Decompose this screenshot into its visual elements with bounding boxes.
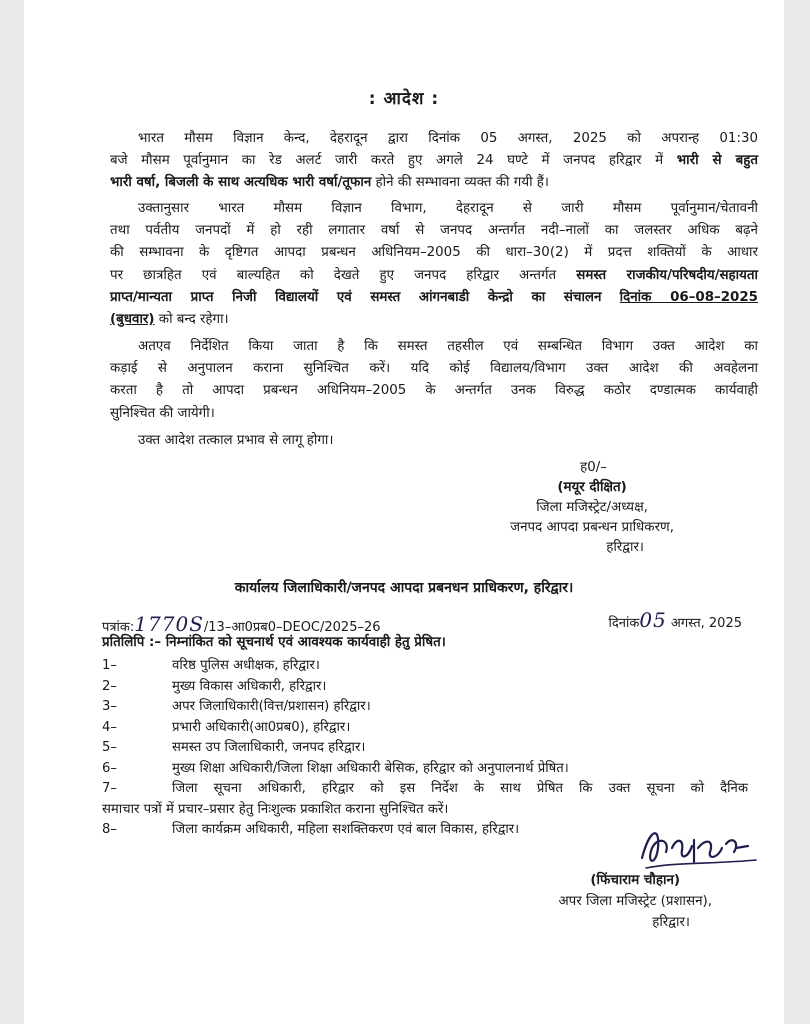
para2-bold-1: समस्त राजकीय/परिषदीय/सहायता [576, 267, 758, 283]
list-item-text: मुख्य विकास अधिकारी, हरिद्वार। [172, 678, 327, 694]
para2-bold-2: प्राप्त/मान्यता प्राप्त निजी विद्यालयों एवं समस्त आंगनबाडी केन्द्रो का संचालन [110, 289, 602, 305]
order-title: : आदेश : [368, 89, 440, 109]
para2-line-4-text: पर छात्रहित एवं बाल्यहित को देखते हुए जनपद हरिद्वार अन्तर्गत [110, 267, 557, 283]
list-item-number: 6– [102, 760, 117, 776]
para2-line-3: की सम्भावना के दृष्टिगत आपदा प्रबन्धन अधिनियम–2005 की धारा–30(2) में प्रदत्त शक्तियों के आधार [110, 245, 758, 261]
letter-date [608, 608, 742, 632]
sd-mark: ह0/– [580, 460, 607, 475]
para1-bold-2: भारी वर्षा, बिजली के साथ अत्यधिक भारी वर्षा/तूफान [110, 175, 372, 191]
para1-line-2-text: बजे मौसम पूर्वानुमान का रेड अलर्ट जारी करते हुए अगले 24 घण्टे में जनपद हरिद्वार में [110, 153, 664, 169]
list-item [102, 697, 748, 718]
list-item-number: 4– [102, 719, 117, 735]
viewer-right-edge [784, 0, 810, 1024]
date-handwritten: 05 [639, 608, 667, 632]
list-item-text: प्रभारी अधिकारी(आ0प्रब0), हरिद्वार। [172, 719, 351, 735]
handwritten-signature-icon [636, 818, 766, 878]
signatory-block-1 [510, 458, 674, 558]
list-item-text: समस्त उप जिलाधिकारी, जनपद हरिद्वार। [172, 740, 366, 755]
signatory2-designation: अपर जिला मजिस्ट्रेट (प्रशासन), [558, 894, 712, 909]
para1-bold-1: भारी से बहुत [676, 153, 758, 169]
copy-list [102, 656, 748, 841]
para3-line-2: कड़ाई से अनुपालन कराना सुनिश्चित करें। यदि कोई विद्यालय/विभाग उक्त आदेश की अवहेलना [110, 361, 758, 377]
para1-line-3 [110, 172, 758, 194]
letter-number-suffix: /13–आ0प्रब0–DEOC/2025–26 [203, 620, 381, 635]
signatory1-name: (मयूर दीक्षित) [557, 480, 627, 495]
para3-line-3: करता है तो आपदा प्रबन्धन अधिनियम–2005 के अन्तर्गत उनक विरुद्ध कठोर दण्डात्मक कार्यवाही [110, 383, 758, 399]
list-item [102, 656, 748, 677]
list-item-text-line-1: जिला सूचना अधिकारी, हरिद्वार को इस निर्देश के साथ प्रेषित कि उक्त सूचना को दैनिक [172, 781, 748, 796]
list-item [102, 718, 748, 739]
letter-number-handwritten: 1770S [134, 612, 204, 636]
list-item-number: 7– [102, 781, 117, 796]
signatory1-designation-1: जिला मजिस्ट्रेट/अध्यक्ष, [536, 500, 648, 515]
signatory2-name: (फिंचाराम चौहान) [590, 873, 681, 888]
list-item [102, 738, 748, 759]
list-item-number: 2– [102, 678, 117, 694]
signatory-block-2 [558, 870, 712, 933]
document-page [24, 0, 784, 1024]
signatory1-place: हरिद्वार। [606, 540, 644, 555]
para2-line-2: तथा पर्वतीय जनपदों में हो रही लगातार वर्षा से जनपद अन्तर्गत नदी–नालों का जलस्तर अधिक बढ़ने [110, 223, 758, 239]
list-item-number: 5– [102, 740, 117, 755]
list-item-text [102, 779, 748, 820]
signatory1-designation-2: जनपद आपदा प्रबन्धन प्राधिकरण, [510, 520, 674, 535]
para2-line-6-text: को बन्द रहेगा। [158, 312, 229, 328]
para3-line-4: सुनिश्चित की जायेगी। [110, 405, 215, 421]
para2-date-underlined: दिनांक 06–08–2025 [619, 289, 758, 305]
para1-line-1: भारत मौसम विज्ञान केन्द, देहरादून द्वारा दिनांक 05 अगस्त, 2025 को अपरान्ह 01:30 [138, 131, 758, 146]
signatory2-place: हरिद्वार। [652, 915, 690, 930]
viewer-left-edge [0, 0, 24, 1024]
para1-line-2 [110, 150, 758, 172]
list-item-number: 1– [102, 658, 117, 673]
para2-line-1: उक्तानुसार भारत मौसम विज्ञान विभाग, देहरादून से जारी मौसम पूर्वानुमान/चेतावनी [138, 201, 758, 216]
para2-day-underlined: (बुधवार) [110, 312, 155, 328]
list-item-number: 8– [102, 822, 117, 837]
list-item-text: वरिष्ठ पुलिस अधीक्षक, हरिद्वार। [172, 658, 320, 673]
date-prefix: दिनांक [608, 616, 640, 631]
date-suffix: अगस्त, 2025 [670, 616, 742, 631]
list-item [102, 759, 748, 780]
list-item [102, 677, 748, 698]
para1-line-3-text: होने की सम्भावना व्यक्त की गयी हैं। [375, 175, 549, 191]
list-item-text: अपर जिलाधिकारी(वित्त/प्रशासन) हरिद्वार। [172, 699, 371, 714]
list-item-text: मुख्य शिक्षा अधिकारी/जिला शिक्षा अधिकारी बेसिक, हरिद्वार को अनुपालनार्थ प्रेषित। [172, 760, 569, 776]
office-heading: कार्यालय जिलाधिकारी/जनपद आपदा प्रबनधन प्राधिकरण, हरिद्वार। [234, 580, 574, 596]
letter-number-prefix: पत्रांक: [102, 620, 135, 635]
para3-line-1: अतएव निर्देशित किया जाता है कि समस्त तहसील एवं सम्बन्धित विभाग उक्त आदेश का [138, 339, 758, 354]
para2-line-6 [110, 309, 758, 331]
list-item-text: जिला कार्यक्रम अधिकारी, महिला सशक्तिकरण एवं बाल विकास, हरिद्वार। [172, 822, 520, 837]
list-item-text-line-2: समाचार पत्रों में प्रचार–प्रसार हेतु निःशुल्क प्रकाशित कराना सुनिश्चित करें। [102, 801, 449, 817]
list-item [102, 779, 748, 820]
copy-heading: प्रतिलिपि :– निम्नांकित को सूचनार्थ एवं आवश्यक कार्यवाही हेतु प्रेषित। [102, 635, 446, 650]
paragraph-4 [138, 430, 786, 452]
para2-line-5 [110, 287, 758, 309]
para4-line: उक्त आदेश तत्काल प्रभाव से लागू होगा। [138, 433, 334, 448]
para2-line-4 [110, 265, 758, 287]
paragraph-1 [110, 128, 758, 195]
paragraph-3 [110, 336, 758, 425]
paragraph-2 [110, 198, 758, 331]
list-item-number: 3– [102, 699, 117, 714]
